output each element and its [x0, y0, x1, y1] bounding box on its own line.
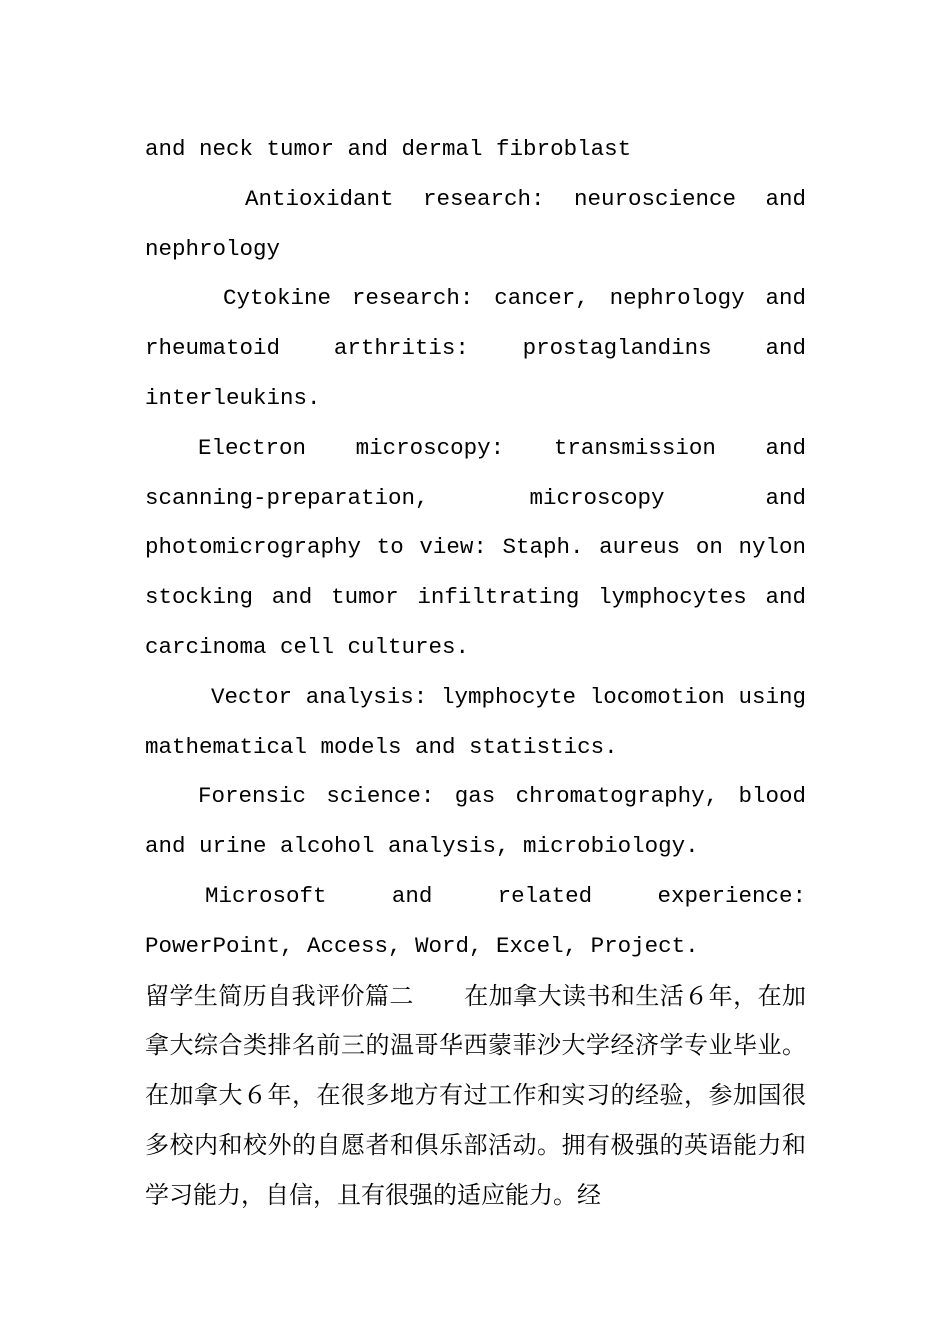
section-body: 在加拿大读书和生活６年，在加拿大综合类排名前三的温哥华西蒙菲沙大学经济学专业毕业。在加拿大６年，在很多地方有过工作和实习的经验，参加国很多校内和校外的自愿者和俱乐部活动。拥有极强的英语能力和学习能力，自信，且有很强的适应能力。经	[145, 981, 807, 1209]
paragraph-antioxidant-research: Antioxidant research: neuroscience and nephrology	[145, 185, 806, 262]
paragraph-microsoft-experience: Microsoft and related experience: PowerPoint, Access, Word, Excel, Project.	[145, 882, 806, 959]
section-heading: 留学生简历自我评价篇二	[145, 981, 414, 1010]
paragraph-electron-microscopy: Electron microscopy: transmission and scanning-preparation, microscopy and photomicrography to view: Staph. aureus on nylon stocking and tumor infiltrating lymphocytes and carcinoma cell cultures.	[145, 434, 806, 660]
paragraph-vector-analysis: Vector analysis: lymphocyte locomotion using mathematical models and statistics.	[145, 683, 806, 760]
paragraph-self-evaluation	[145, 972, 806, 1221]
paragraph-cytokine-research: Cytokine research: cancer, nephrology and rheumatoid arthritis: prostaglandins and interleukins.	[145, 285, 806, 411]
paragraph-tumor-continuation: and neck tumor and dermal fibroblast	[145, 136, 632, 162]
paragraph-forensic-science: Forensic science: gas chromatography, blood and urine alcohol analysis, microbiology.	[145, 783, 806, 860]
page-content	[145, 125, 806, 1221]
